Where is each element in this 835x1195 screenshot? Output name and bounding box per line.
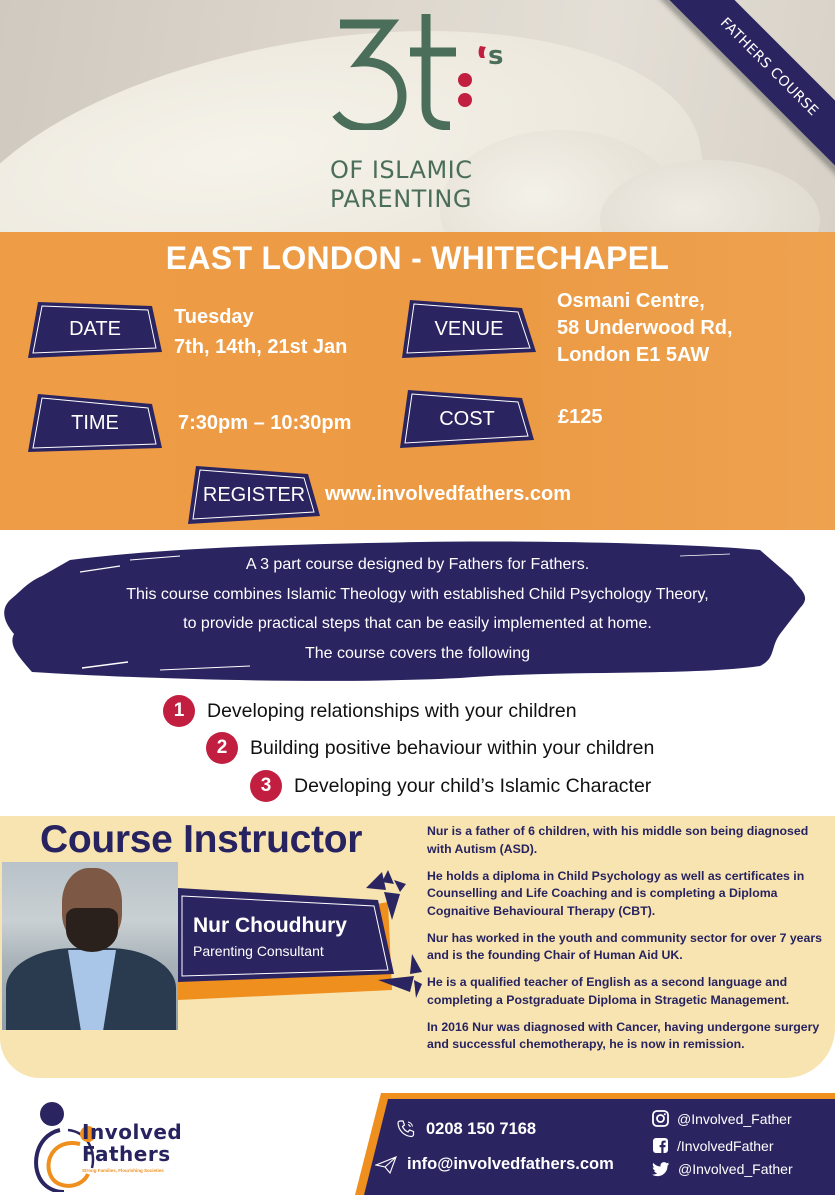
bio-paragraph-1: Nur is a father of 6 children, with his middle son being diagnosed with Autism (ASD). [427,824,809,856]
twitter-icon [652,1162,670,1177]
venue-tag [402,300,536,358]
paper-plane-icon [375,1156,397,1174]
topic-number-badge: 2 [206,732,238,764]
description-line-1: A 3 part course designed by Fathers for Fathers. [245,556,590,573]
cost-tag [400,390,534,448]
instagram-link[interactable] [652,1110,792,1127]
topic-item-1 [163,695,577,727]
cost-label: COST [439,407,495,430]
location-title: EAST LONDON - WHITECHAPEL [165,240,670,276]
brand-line-2: Fathers [82,1142,171,1166]
description-line-3: to provide practical steps that can be easily implemented at home. [183,615,652,632]
time-label: TIME [71,411,119,434]
register-button[interactable] [188,466,320,524]
instructor-role: Parenting Consultant [193,943,324,959]
logo-3ts-icon [328,10,518,130]
instructor-heading: Course Instructor [40,818,363,861]
instructor-name: Nur Choudhury [193,914,347,937]
event-info-section [0,232,835,530]
logo-line-1: OF ISLAMIC [330,156,473,184]
date-dates: 7th, 14th, 21st Jan [174,336,348,358]
topic-item-2 [206,732,654,764]
time-tag [28,394,162,452]
course-description [0,550,835,668]
topic-number-badge: 3 [250,770,282,802]
date-tag [28,300,162,358]
twitter-link[interactable] [652,1161,793,1177]
brand-line-1: Involved [82,1120,183,1144]
venue-value [557,288,733,369]
topic-item-3 [250,770,651,802]
logo-line-2: PARENTING [330,185,472,213]
bio-paragraph-5: In 2016 Nur was diagnosed with Cancer, having undergone surgery and successful chemotherapy, he is now in remission. [427,1019,820,1051]
date-label: DATE [69,317,121,340]
venue-line-2: 58 Underwood Rd, [557,317,733,339]
email-address: info@involvedfathers.com [407,1155,614,1173]
date-day: Tuesday [174,306,254,328]
cost-value: £125 [558,406,603,428]
instagram-icon [652,1110,669,1127]
date-value [174,304,347,361]
brand-name [82,1121,182,1165]
facebook-icon [652,1137,669,1154]
topic-text: Building positive behaviour within your children [250,736,655,759]
topic-text: Developing relationships with your children [207,699,577,722]
phone-contact[interactable] [396,1119,536,1139]
bio-paragraph-2: He holds a diploma in Child Psychology as well as certificates in Counselling and Life Coaching and is completing a Diploma Cognaitive Behavioural Therapy (CBT). [427,868,805,918]
register-url-link[interactable]: www.involvedfathers.com [325,483,571,505]
description-line-4: The course covers the following [305,644,530,662]
ribbon-label: FATHERS COURSE [716,14,822,120]
hero-banner [0,0,835,232]
instagram-handle: @Involved_Father [677,1110,792,1127]
time-value: 7:30pm – 10:30pm [178,412,352,434]
phone-number: 0208 150 7168 [426,1119,537,1138]
instructor-name-card [178,870,423,1010]
twitter-handle: @Involved_Father [678,1161,793,1177]
email-contact[interactable] [375,1155,614,1174]
bio-paragraph-4: He is a qualified teacher of English as a second language and completing a Postgraduate Diploma in Stragetic Management. [427,975,790,1007]
topic-text: Developing your child’s Islamic Character [294,774,652,797]
topic-number-badge: 1 [163,695,195,727]
instructor-bio [427,823,827,1063]
venue-label: VENUE [434,317,504,340]
logo-subtitle [330,156,473,214]
description-line-2: This course combines Islamic Theology with established Child Psychology Theory, [126,585,709,603]
facebook-link[interactable] [652,1137,774,1154]
venue-line-1: Osmani Centre, [557,290,705,312]
facebook-handle: /InvolvedFather [677,1137,774,1154]
bio-paragraph-3: Nur has worked in the youth and community sector for over 7 years and is the founding Chair of Human Aid UK. [427,930,822,962]
instructor-photo [2,862,178,1030]
svg-text:s: s [488,41,504,71]
brand-tagline: Strong Families, Flourishing Societies [82,1168,164,1173]
phone-icon [396,1119,416,1139]
register-label: REGISTER [202,483,306,506]
venue-line-3: London E1 5AW [557,344,710,366]
